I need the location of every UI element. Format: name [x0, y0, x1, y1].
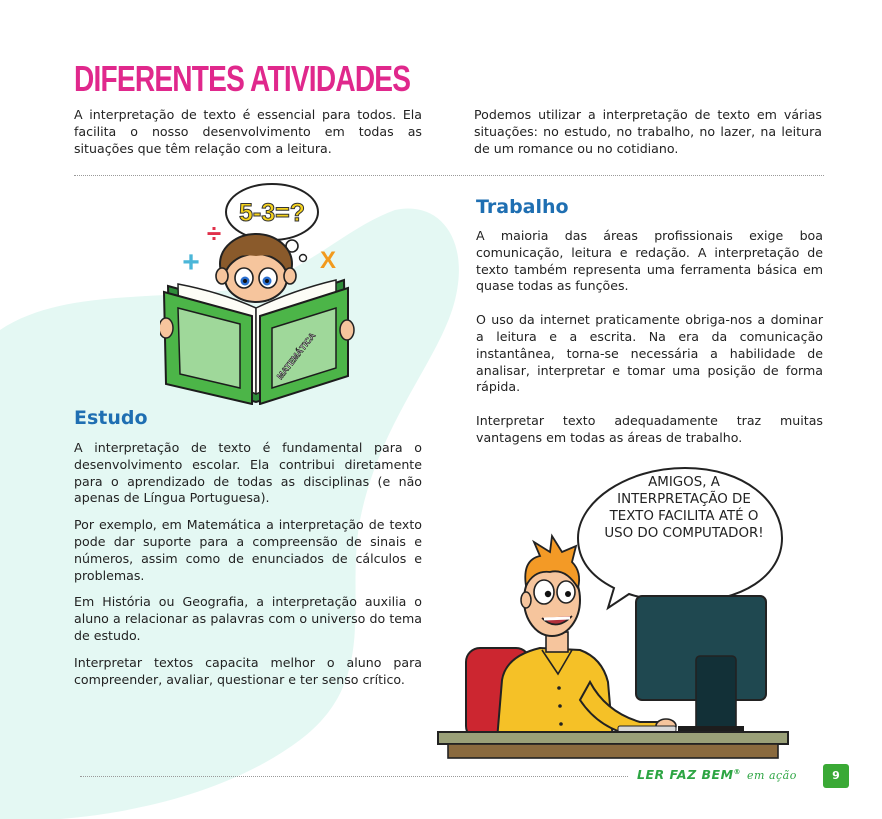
book-cover-title: MATEMÁTICA — [274, 330, 318, 382]
footer-brand-mark: ® — [733, 767, 742, 776]
trabalho-section — [476, 228, 823, 464]
estudo-paragraph: Por exemplo, em Matemática a interpretação de texto pode dar suporte para a compreensão de sinais e números, assim como de enunciados de cálculos e problemas. — [74, 517, 422, 583]
footer-brand-subtitle: em ação — [747, 769, 797, 782]
intro-right-paragraph: Podemos utilizar a interpretação de texto em várias situações: no estudo, no trabalho, no lazer, na leitura de um romance ou no cotidiano. — [474, 107, 822, 156]
times-symbol: X — [319, 247, 337, 274]
estudo-paragraph: Em História ou Geografia, a interpretação auxilia o aluno a relacionar as palavras com o universo do tema de estudo. — [74, 594, 422, 643]
intro-left-text — [74, 107, 422, 157]
intro-right-text — [474, 107, 822, 157]
boy-reading-illustration — [160, 180, 360, 405]
estudo-paragraph: Interpretar textos capacita melhor o aluno para compreender, avaliar, questionar e ter senso crítico. — [74, 654, 422, 687]
page-title: DIFERENTES ATIVIDADES — [74, 58, 411, 99]
page-number: 9 — [823, 764, 849, 788]
trabalho-paragraph: Interpretar texto adequadamente traz muitas vantagens em todas as áreas de trabalho. — [476, 413, 823, 445]
estudo-heading: Estudo — [74, 407, 148, 429]
section-divider — [74, 175, 824, 176]
plus-symbol: + — [182, 246, 200, 279]
trabalho-paragraph: A maioria das áreas profissionais exige boa comunicação, leitura e redação. A interpretação de texto também representa uma ferramenta básica em quase todas as funções. — [476, 228, 823, 294]
footer-divider — [80, 776, 628, 777]
estudo-heading-wrap — [74, 407, 148, 429]
trabalho-heading-wrap — [476, 196, 569, 218]
footer-brand — [637, 767, 797, 782]
divide-symbol: ÷ — [206, 218, 222, 248]
intro-left-paragraph: A interpretação de texto é essencial para todos. Ela facilita o nosso desenvolvimento em todas as situações que têm relação com a leitura. — [74, 107, 422, 156]
estudo-paragraph: A interpretação de texto é fundamental para o desenvolvimento escolar. Ela contribui diretamente para o aprendizado de todas as disciplinas (e não apenas de Língua Portuguesa). — [74, 440, 422, 506]
footer-brand-name: LER FAZ BEM — [637, 767, 734, 782]
thought-bubble-equation: 5-3=? — [238, 199, 306, 227]
trabalho-heading: Trabalho — [476, 196, 569, 218]
trabalho-paragraph: O uso da internet praticamente obriga-nos a dominar a leitura e a escrita. Na era da comunicação instantânea, torna-se necessária a habilidade de analisar, interpretar e tomar uma posição de forma rápida. — [476, 312, 823, 395]
speech-bubble-text: AMIGOS, A INTERPRETAÇÃO DE TEXTO FACILITA ATÉ O USO DO COMPUTADOR! — [604, 475, 764, 541]
estudo-section — [74, 440, 422, 698]
